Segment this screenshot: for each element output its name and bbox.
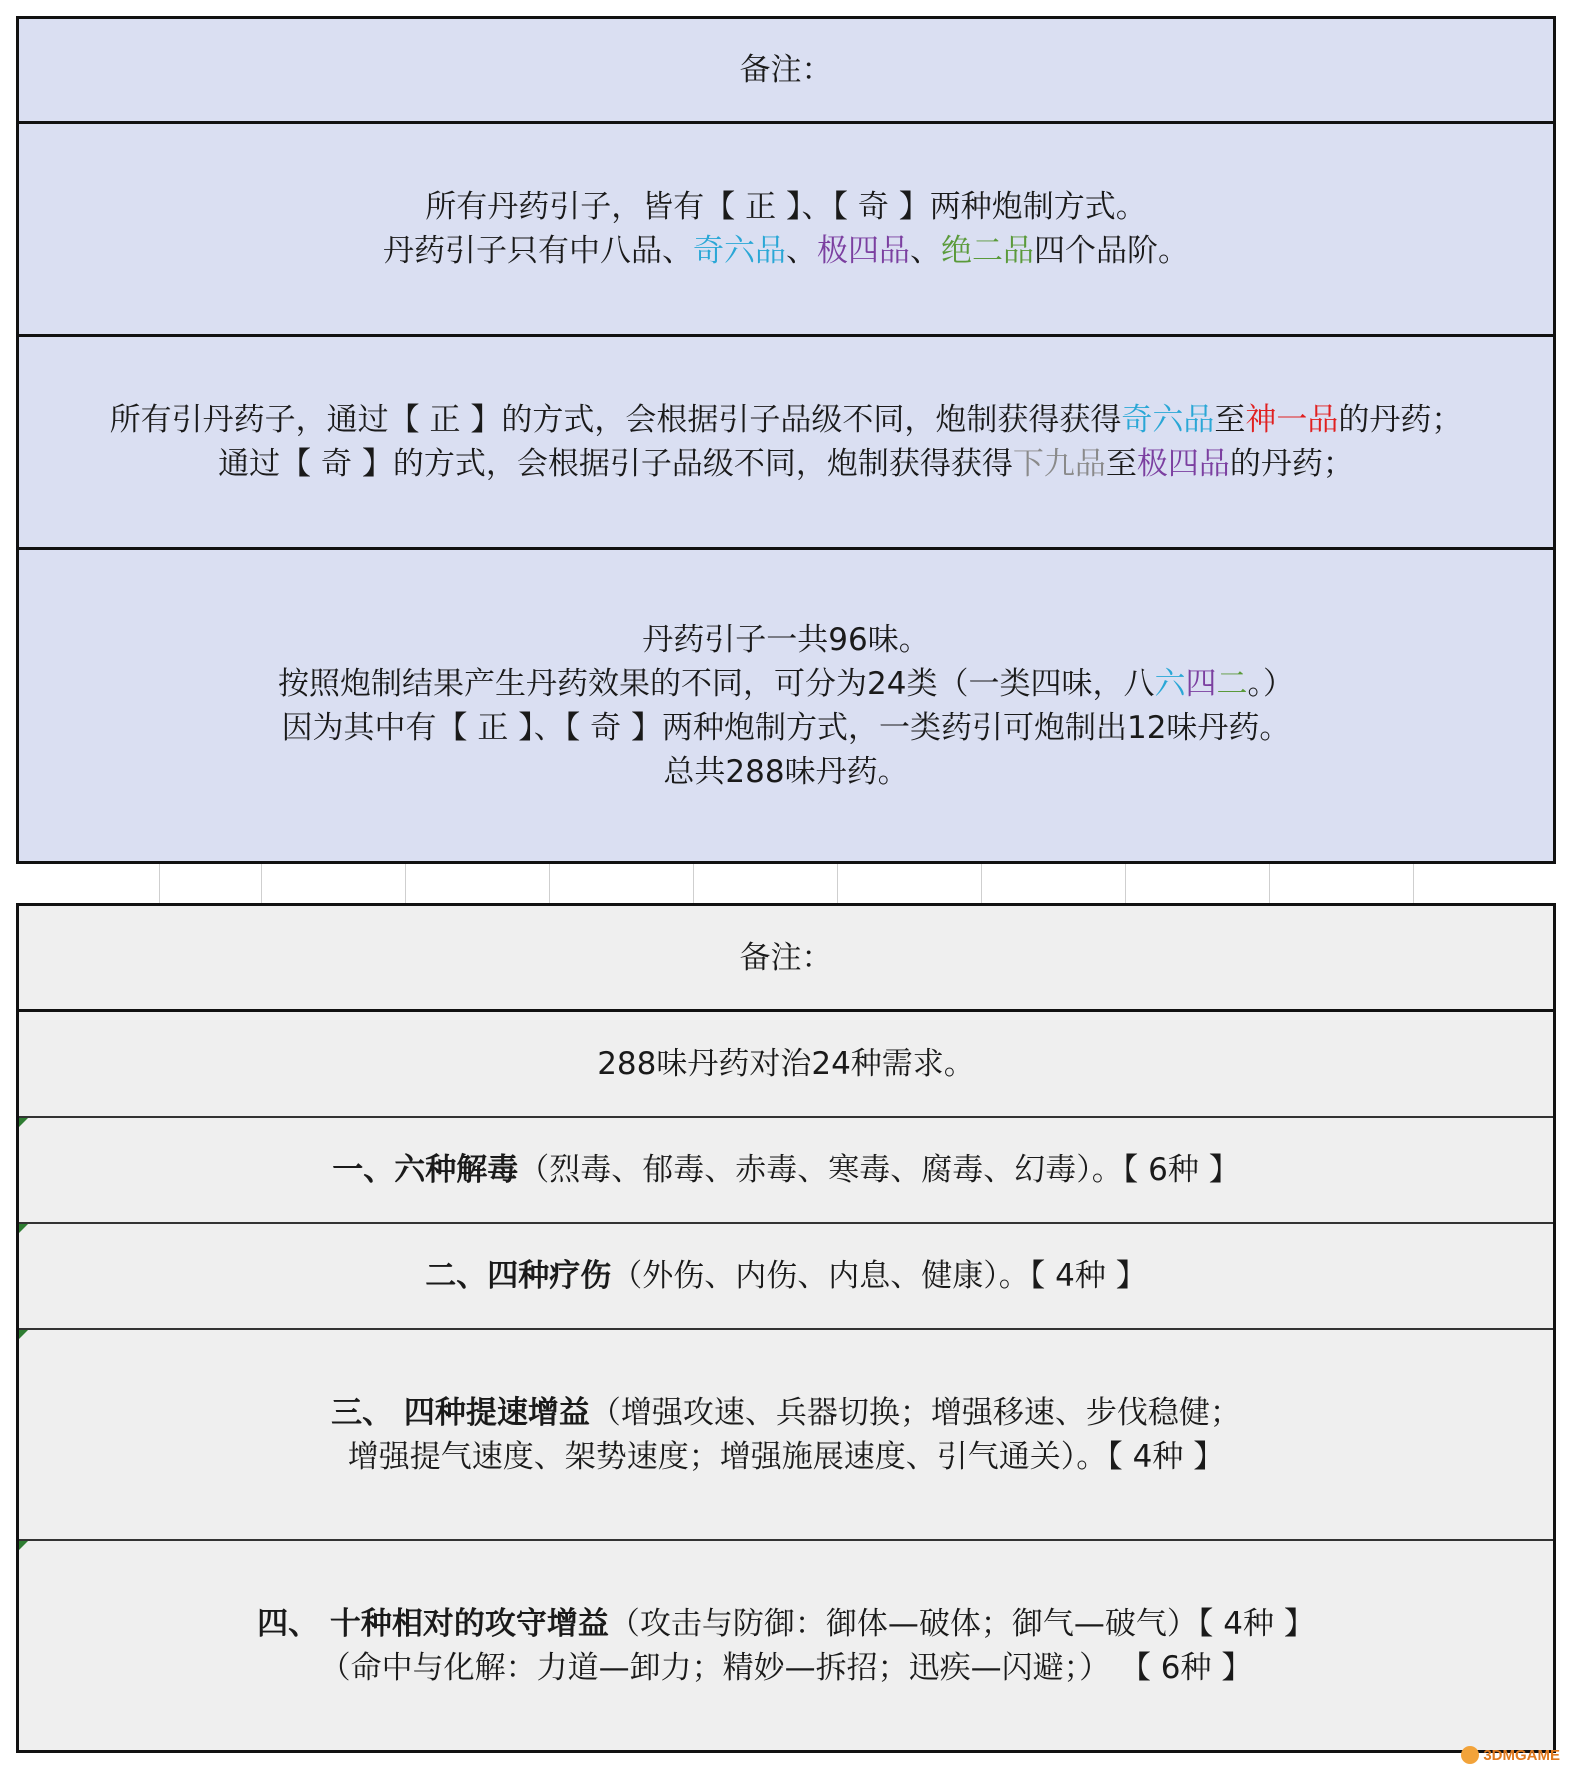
comment-indicator-icon[interactable] (19, 1330, 28, 1339)
text-run: 奇六品 (693, 233, 786, 269)
row3-text (425, 1254, 1146, 1298)
column-gridline (1413, 864, 1414, 903)
text-run: 、 (786, 233, 817, 269)
bottom-header-text: 备注： (739, 939, 833, 976)
text-run: 总共288味丹药。 (663, 753, 909, 790)
top-block-2 (19, 337, 1553, 550)
text-run: 因为其中有【 正 】、【 奇 】两种炮制方式，一类药引可炮制出12味丹药。 (281, 709, 1291, 746)
top-header-text: 备注： (739, 52, 833, 88)
row5-line2 (320, 1646, 1253, 1690)
top-notes-table (16, 16, 1556, 864)
bottom-row-1 (19, 1012, 1553, 1118)
column-gridline (549, 864, 550, 903)
text-run: 绝二品 (941, 233, 1034, 269)
spreadsheet-gap-row (16, 864, 1556, 903)
text-run: 丹药引子只有 (383, 233, 569, 269)
text-run: 中八品 (569, 233, 662, 269)
site-watermark (1461, 1746, 1560, 1764)
text-run: 极四品 (817, 233, 910, 269)
column-gridline (1269, 864, 1270, 903)
text-run: （攻击与防御：御体—破体；御气—破气）【 4种 】 (608, 1605, 1315, 1642)
row4-line2 (348, 1435, 1224, 1479)
top-header-cell (19, 19, 1553, 124)
block3-line1 (642, 618, 929, 662)
column-gridline (693, 864, 694, 903)
bottom-row-2 (19, 1118, 1553, 1224)
text-run: 、 (910, 233, 941, 269)
text-run: 所有丹药引子，皆有【 正 】、【 奇 】两种炮制方式。 (425, 189, 1147, 225)
column-gridline (159, 864, 160, 903)
text-run: 奇六品 (1121, 402, 1215, 438)
text-run: 二 (1216, 665, 1248, 702)
comment-indicator-icon[interactable] (19, 1541, 28, 1550)
comment-indicator-icon[interactable] (19, 1224, 28, 1233)
text-run: 四 (1185, 665, 1217, 702)
row4-line1 (331, 1391, 1241, 1435)
text-run: （命中与化解：力道—卸力；精妙—拆招；迅疾—闪避；） 【 6种 】 (319, 1649, 1253, 1686)
bottom-row-4 (19, 1330, 1553, 1541)
bottom-notes-table (16, 903, 1556, 1753)
text-run: 增强提气速度、架势速度；增强施展速度、引气通关）。【 4种 】 (347, 1438, 1225, 1475)
text-run: 。） (1247, 665, 1294, 702)
text-run: 288味丹药对治24种需求。 (597, 1046, 975, 1082)
column-gridline (1125, 864, 1126, 903)
column-gridline (837, 864, 838, 903)
block3-line4 (663, 750, 908, 794)
block3-line3 (282, 706, 1291, 750)
watermark-text: 3DMGAME (1483, 1746, 1560, 1764)
text-run: 四、 十种相对的攻守增益 (257, 1605, 609, 1642)
text-run: 的丹药； (1229, 446, 1354, 482)
block2-line2 (218, 442, 1354, 486)
bottom-row-5 (19, 1541, 1553, 1750)
row2-text (332, 1148, 1239, 1192)
text-run: 下九品 (1012, 446, 1106, 482)
text-run: 按照炮制结果产生丹药效果的不同，可分为24类（一类四味，八 (278, 665, 1155, 702)
column-gridline (405, 864, 406, 903)
watermark-logo-icon (1461, 1746, 1479, 1764)
block2-line1 (110, 398, 1463, 442)
text-run: 丹药引子一共96味。 (642, 621, 930, 658)
text-run: 六 (1154, 665, 1186, 702)
row1-text (597, 1042, 975, 1086)
column-gridline (981, 864, 982, 903)
comment-indicator-icon[interactable] (19, 1118, 28, 1127)
text-run: （外伤、内伤、内息、健康）。【 4种 】 (611, 1258, 1147, 1294)
text-run: 至 (1214, 402, 1246, 438)
block1-line1 (425, 185, 1146, 229)
block3-line2 (278, 662, 1294, 706)
text-run: 一、六种解毒 (332, 1152, 519, 1188)
text-run: 二、四种疗伤 (425, 1258, 612, 1294)
text-run: 极四品 (1136, 446, 1230, 482)
block1-line2 (383, 229, 1189, 273)
top-block-1 (19, 124, 1553, 337)
text-run: 所有引丹药子，通过【 正 】的方式，会根据引子品级不同，炮制获得获得 (109, 402, 1122, 438)
text-run: 、 (662, 233, 693, 269)
text-run: 三、 四种提速增益 (331, 1394, 590, 1431)
text-run: 神一品 (1245, 402, 1339, 438)
text-run: 四个品阶。 (1034, 233, 1189, 269)
text-run: 的丹药； (1338, 402, 1463, 438)
row5-line1 (257, 1602, 1315, 1646)
top-block-3 (19, 550, 1553, 861)
text-run: （增强攻速、兵器切换；增强移速、步伐稳健； (589, 1394, 1241, 1431)
column-gridline (261, 864, 262, 903)
text-run: 通过【 奇 】的方式，会根据引子品级不同，炮制获得获得 (218, 446, 1013, 482)
text-run: 至 (1105, 446, 1137, 482)
text-run: （烈毒、郁毒、赤毒、寒毒、腐毒、幻毒）。【 6种 】 (518, 1152, 1240, 1188)
bottom-header-cell (19, 906, 1553, 1012)
bottom-row-3 (19, 1224, 1553, 1330)
